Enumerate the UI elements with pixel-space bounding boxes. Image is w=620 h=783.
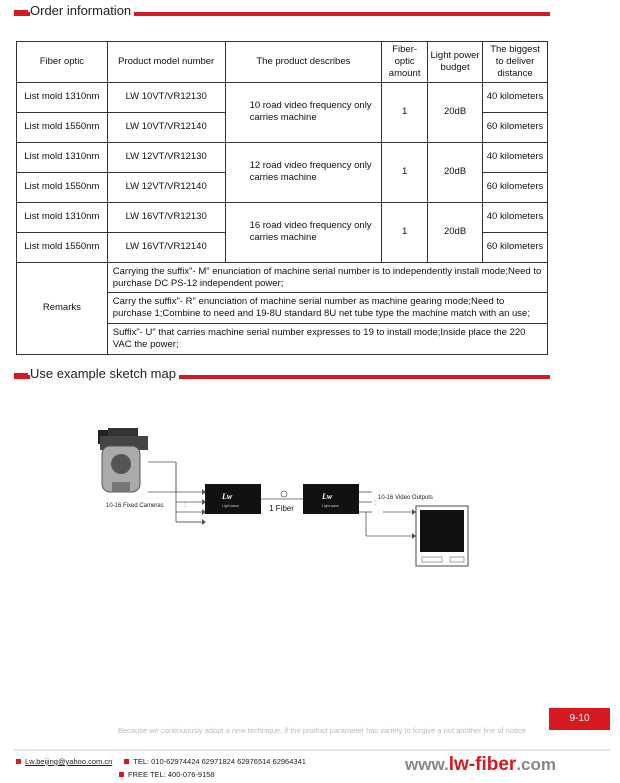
fiber-cell: List mold 1310nm: [17, 82, 108, 112]
contact-row: [16, 768, 306, 781]
model-cell: LW 16VT/VR12140: [107, 232, 225, 262]
describe-cell: 10 road video frequency only carries machine: [225, 82, 382, 142]
dots: ⋮: [182, 502, 188, 508]
distance-cell: 40 kilometers: [483, 142, 548, 172]
email-link[interactable]: Lw.beijing@yahoo.com.cn: [25, 757, 113, 766]
fiber-connector-icon: [281, 491, 287, 497]
website-suffix: .com: [516, 755, 557, 774]
model-cell: LW 16VT/VR12130: [107, 202, 225, 232]
fiber-amount-cell: 1: [382, 202, 428, 262]
remark-text: Carry the suffix"- R" enunciation of machine serial number as machine gearing mode;Need to purchase 1;Combine to need and 19-8U standard 8U net tube type the machine match with an use;: [107, 293, 547, 324]
free-tel-text: FREE TEL: 400-076-9158: [128, 770, 215, 779]
section-title: Use example sketch map: [30, 366, 179, 381]
tel-text: TEL: 010-62974424 62971824 62976514 62964341: [133, 757, 306, 766]
outputs-label: 10-16 Video Outputs: [378, 495, 433, 501]
table-row: [17, 82, 548, 112]
distance-cell: 40 kilometers: [483, 82, 548, 112]
light-budget-cell: 20dB: [428, 142, 483, 202]
col-header-fiber: Fiber optic: [17, 42, 108, 83]
fiber-cell: List mold 1550nm: [17, 112, 108, 142]
fiber-cell: List mold 1310nm: [17, 142, 108, 172]
transmitter-device: [205, 484, 261, 514]
col-header-light-budget: Light power budget: [428, 42, 483, 83]
device-logo: Lw: [322, 492, 333, 501]
model-cell: LW 10VT/VR12140: [107, 112, 225, 142]
fiber-cell: List mold 1550nm: [17, 172, 108, 202]
fiber-label: 1 Fiber: [269, 504, 294, 513]
device-sub: Light-wave: [222, 504, 239, 508]
website-brand: lw-fiber: [448, 754, 517, 775]
website-link[interactable]: [405, 754, 556, 776]
section-marker: [14, 10, 28, 16]
col-header-fiber-amount: Fiber-optic amount: [382, 42, 428, 83]
remarks-row: [17, 262, 548, 293]
table-row: [17, 202, 548, 232]
arrow-heads: [412, 509, 416, 539]
receiver-device: [303, 484, 359, 514]
monitor-icon: [416, 506, 468, 566]
section-title: Order information: [30, 3, 134, 18]
col-header-distance: The biggest to deliver distance: [483, 42, 548, 83]
cameras-label: 10-16 Fixed Cameras: [106, 503, 164, 509]
contact-info: [16, 755, 306, 781]
bullet-icon: [119, 772, 124, 777]
sketch-diagram: [90, 424, 490, 574]
distance-cell: 60 kilometers: [483, 172, 548, 202]
distance-cell: 60 kilometers: [483, 232, 548, 262]
distance-cell: 40 kilometers: [483, 202, 548, 232]
fiber-cell: List mold 1550nm: [17, 232, 108, 262]
distance-cell: 60 kilometers: [483, 112, 548, 142]
camera-icon: [98, 428, 148, 492]
notice-text: Because we continuously adopt a new technique, if the product parameter has variety to forgive a not another line of notice: [118, 726, 526, 735]
model-cell: LW 10VT/VR12130: [107, 82, 225, 112]
fiber-amount-cell: 1: [382, 82, 428, 142]
section-marker: [14, 373, 28, 379]
order-section-header: [14, 3, 550, 21]
model-cell: LW 12VT/VR12130: [107, 142, 225, 172]
remarks-label: Remarks: [17, 262, 108, 354]
model-cell: LW 12VT/VR12140: [107, 172, 225, 202]
bullet-icon: [16, 759, 21, 764]
footer-divider: [14, 749, 610, 751]
col-header-describes: The product describes: [225, 42, 382, 83]
input-lines: [148, 462, 202, 522]
light-budget-cell: 20dB: [428, 82, 483, 142]
remark-text: Suffix"- U" that carries machine serial number expresses to 19 to install mode;Inside place the 220 VAC the power;: [107, 324, 547, 355]
page-number: 9-10: [549, 708, 610, 730]
fiber-cell: List mold 1310nm: [17, 202, 108, 232]
sketch-section-header: [14, 366, 550, 384]
describe-cell: 16 road video frequency only carries machine: [225, 202, 382, 262]
device-sub: Light-wave: [322, 504, 339, 508]
device-logo: Lw: [222, 492, 233, 501]
remark-text: Carrying the suffix"- M" enunciation of machine serial number is to independently install mode;Need to purchase DC PS-12 independent power;: [107, 262, 547, 293]
col-header-model: Product model number: [107, 42, 225, 83]
bullet-icon: [124, 759, 129, 764]
order-table: [16, 41, 548, 355]
light-budget-cell: 20dB: [428, 202, 483, 262]
table-row: [17, 142, 548, 172]
describe-cell: 12 road video frequency only carries machine: [225, 142, 382, 202]
website-prefix: www.: [405, 755, 449, 774]
fiber-amount-cell: 1: [382, 142, 428, 202]
table-header-row: [17, 42, 548, 83]
contact-row: [16, 755, 306, 768]
dots: ⋮: [372, 500, 378, 506]
